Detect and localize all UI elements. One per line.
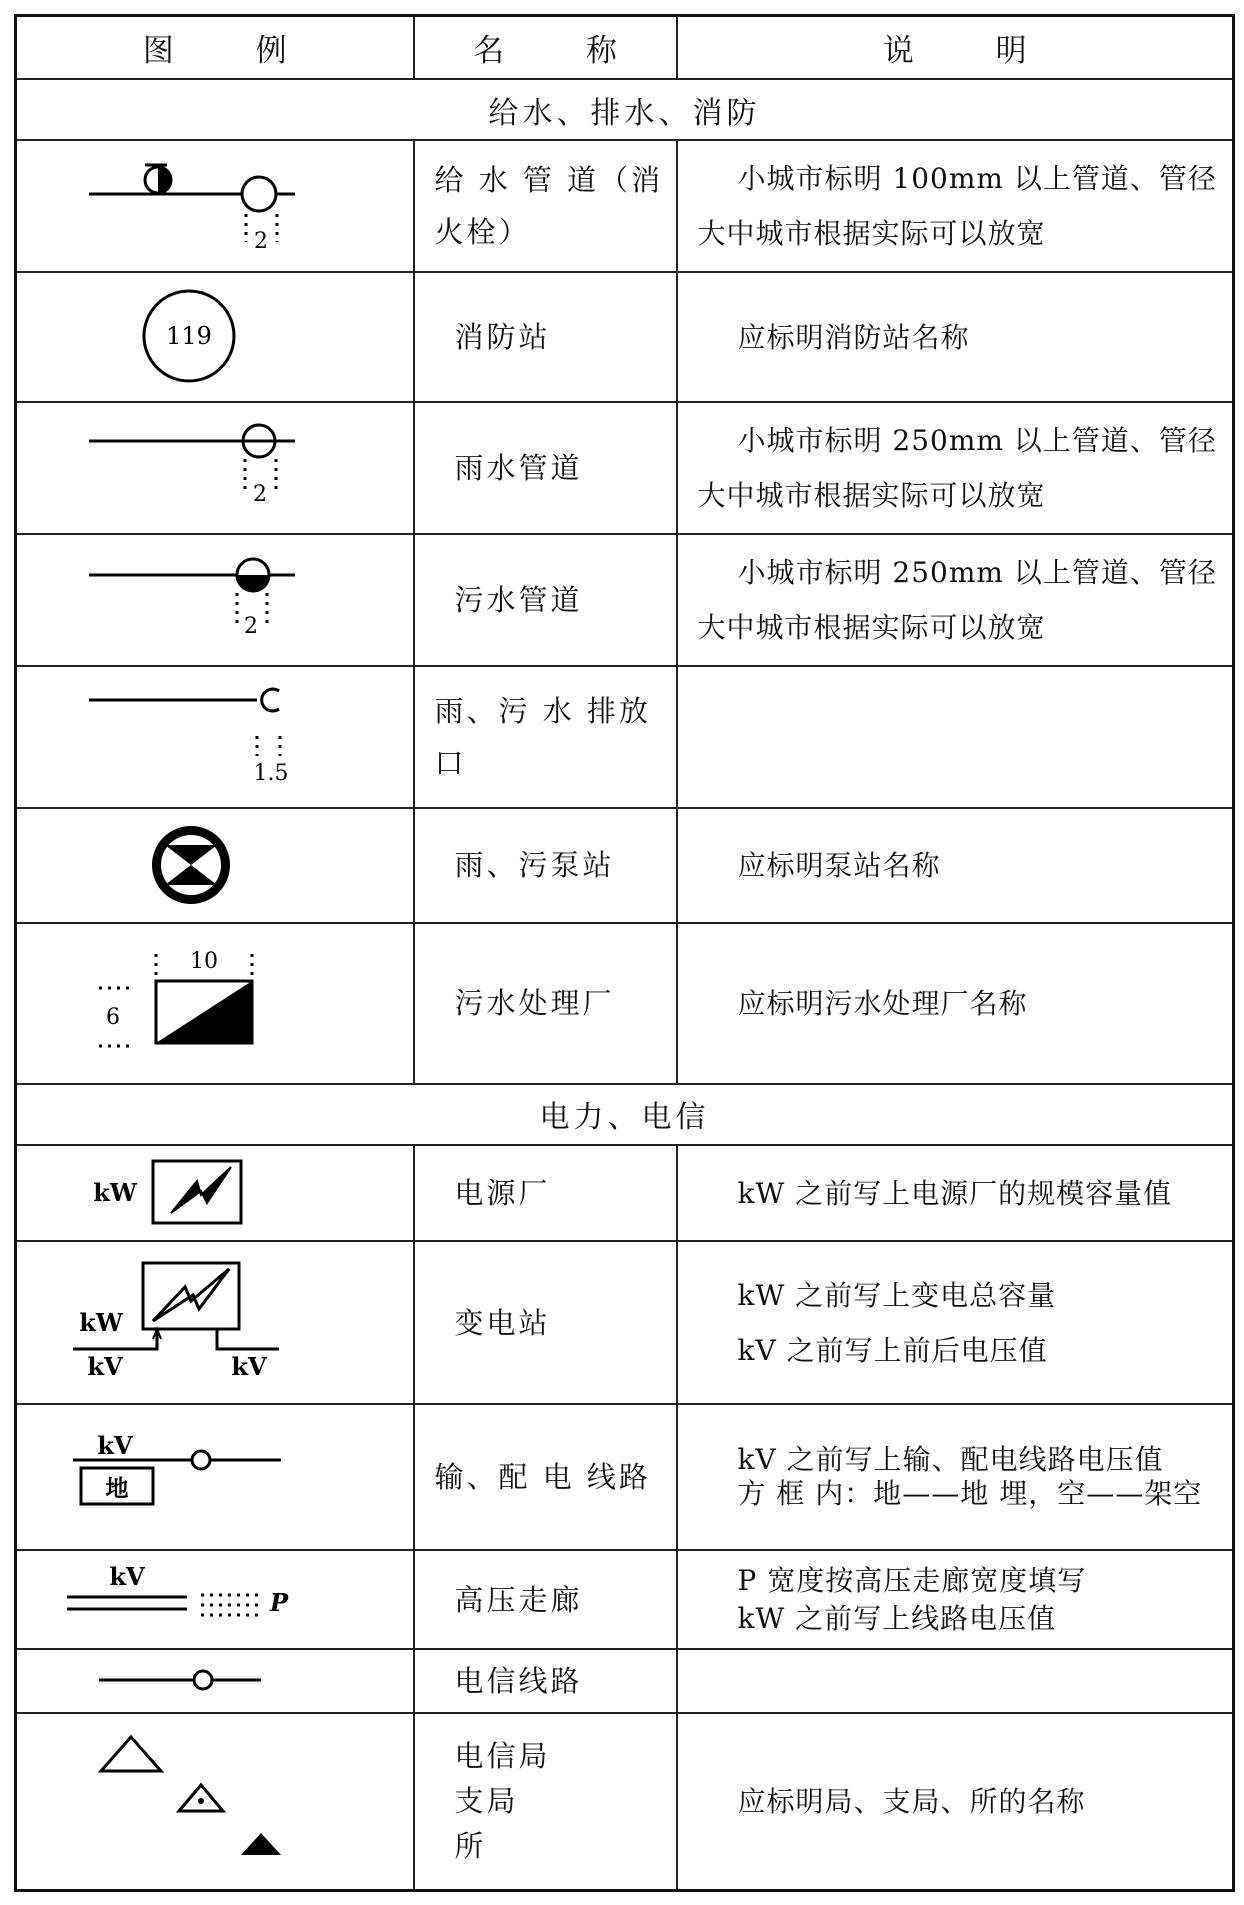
header-name: 名 称	[414, 16, 677, 80]
row-name: 雨、污泵站	[414, 808, 677, 924]
row-description: 应标明消防站名称	[677, 272, 1234, 402]
section-title: 给水、排水、消防	[16, 79, 1234, 140]
table-row	[16, 1550, 1234, 1649]
storm-sewer-icon	[16, 402, 414, 534]
telecom-office-icon	[16, 1713, 414, 1891]
table-row	[16, 808, 1234, 924]
power-line-burial-label: 地	[105, 1475, 129, 1503]
corridor-kv-label: kV	[109, 1561, 145, 1591]
legend-table	[14, 14, 1235, 1892]
fire-station-icon	[16, 272, 414, 402]
table-row	[16, 1649, 1234, 1713]
row-description: 小城市标明 250mm 以上管道、管径大中城市根据实际可以放宽	[677, 402, 1234, 534]
power-line-icon	[16, 1404, 414, 1550]
row-description: kW 之前写上变电总容量 kV 之前写上前后电压值	[677, 1241, 1234, 1404]
table-row	[16, 1404, 1234, 1550]
substation-kw-label: kW	[79, 1307, 123, 1337]
row-description: 小城市标明 100mm 以上管道、管径大中城市根据实际可以放宽	[677, 140, 1234, 272]
table-row	[16, 1145, 1234, 1242]
row-description: 小城市标明 250mm 以上管道、管径大中城市根据实际可以放宽	[677, 534, 1234, 666]
row-name: 电信线路	[414, 1649, 677, 1713]
power-plant-kw-label: kW	[93, 1178, 137, 1208]
outfall-icon	[16, 666, 414, 807]
plant-width-label: 10	[190, 949, 218, 975]
row-name: 给 水 管 道（消火栓）	[414, 140, 677, 272]
row-description: 应标明局、支局、所的名称	[677, 1713, 1234, 1891]
pump-station-icon	[16, 808, 414, 924]
row-name: 变电站	[414, 1241, 677, 1404]
row-name: 污水管道	[414, 534, 677, 666]
row-description: 应标明泵站名称	[677, 808, 1234, 924]
section-row-power	[16, 1084, 1234, 1145]
pipe-size-label: 2	[253, 482, 267, 508]
row-description	[677, 666, 1234, 807]
row-name: 电信局 支局 所	[414, 1713, 677, 1891]
table-row	[16, 666, 1234, 807]
substation-icon	[16, 1241, 414, 1404]
row-description: kV 之前写上输、配电线路电压值 方 框 内：地——地 埋，空——架空	[677, 1404, 1234, 1550]
sewage-treatment-plant-icon	[16, 923, 414, 1083]
telecom-line-icon	[16, 1649, 414, 1713]
corridor-width-label: P	[269, 1587, 289, 1617]
row-description	[677, 1649, 1234, 1713]
table-row	[16, 923, 1234, 1083]
table-row	[16, 402, 1234, 534]
table-row	[16, 1713, 1234, 1891]
table-row	[16, 272, 1234, 402]
plant-height-label: 6	[106, 1005, 120, 1031]
power-plant-icon	[16, 1145, 414, 1242]
pipe-size-label: 2	[244, 614, 258, 640]
header-symbol: 图 例	[16, 16, 414, 80]
table-row	[16, 534, 1234, 666]
substation-kv-in-label: kV	[87, 1351, 123, 1381]
high-voltage-corridor-icon	[16, 1550, 414, 1649]
sewage-pipe-icon	[16, 534, 414, 666]
section-title: 电力、电信	[16, 1084, 1234, 1145]
row-name: 高压走廊	[414, 1550, 677, 1649]
fire-station-number: 119	[166, 322, 212, 351]
row-name: 污水处理厂	[414, 923, 677, 1083]
row-name: 雨、污 水 排放口	[414, 666, 677, 807]
section-row-water	[16, 79, 1234, 140]
row-name: 输、配 电 线路	[414, 1404, 677, 1550]
table-row	[16, 1241, 1234, 1404]
row-description: 应标明污水处理厂名称	[677, 923, 1234, 1083]
row-name: 消防站	[414, 272, 677, 402]
pipe-size-label: 2	[254, 229, 268, 255]
substation-kv-out-label: kV	[231, 1351, 267, 1381]
water-supply-pipe-hydrant-icon	[16, 140, 414, 272]
table-header-row	[16, 16, 1234, 80]
row-description: kW 之前写上电源厂的规模容量值	[677, 1145, 1234, 1242]
row-name: 雨水管道	[414, 402, 677, 534]
power-line-kv-label: kV	[97, 1431, 133, 1461]
row-name: 电源厂	[414, 1145, 677, 1242]
outfall-size-label: 1.5	[253, 760, 289, 786]
table-row	[16, 140, 1234, 272]
row-description: P 宽度按高压走廊宽度填写 kW 之前写上线路电压值	[677, 1550, 1234, 1649]
header-description: 说 明	[677, 16, 1234, 80]
